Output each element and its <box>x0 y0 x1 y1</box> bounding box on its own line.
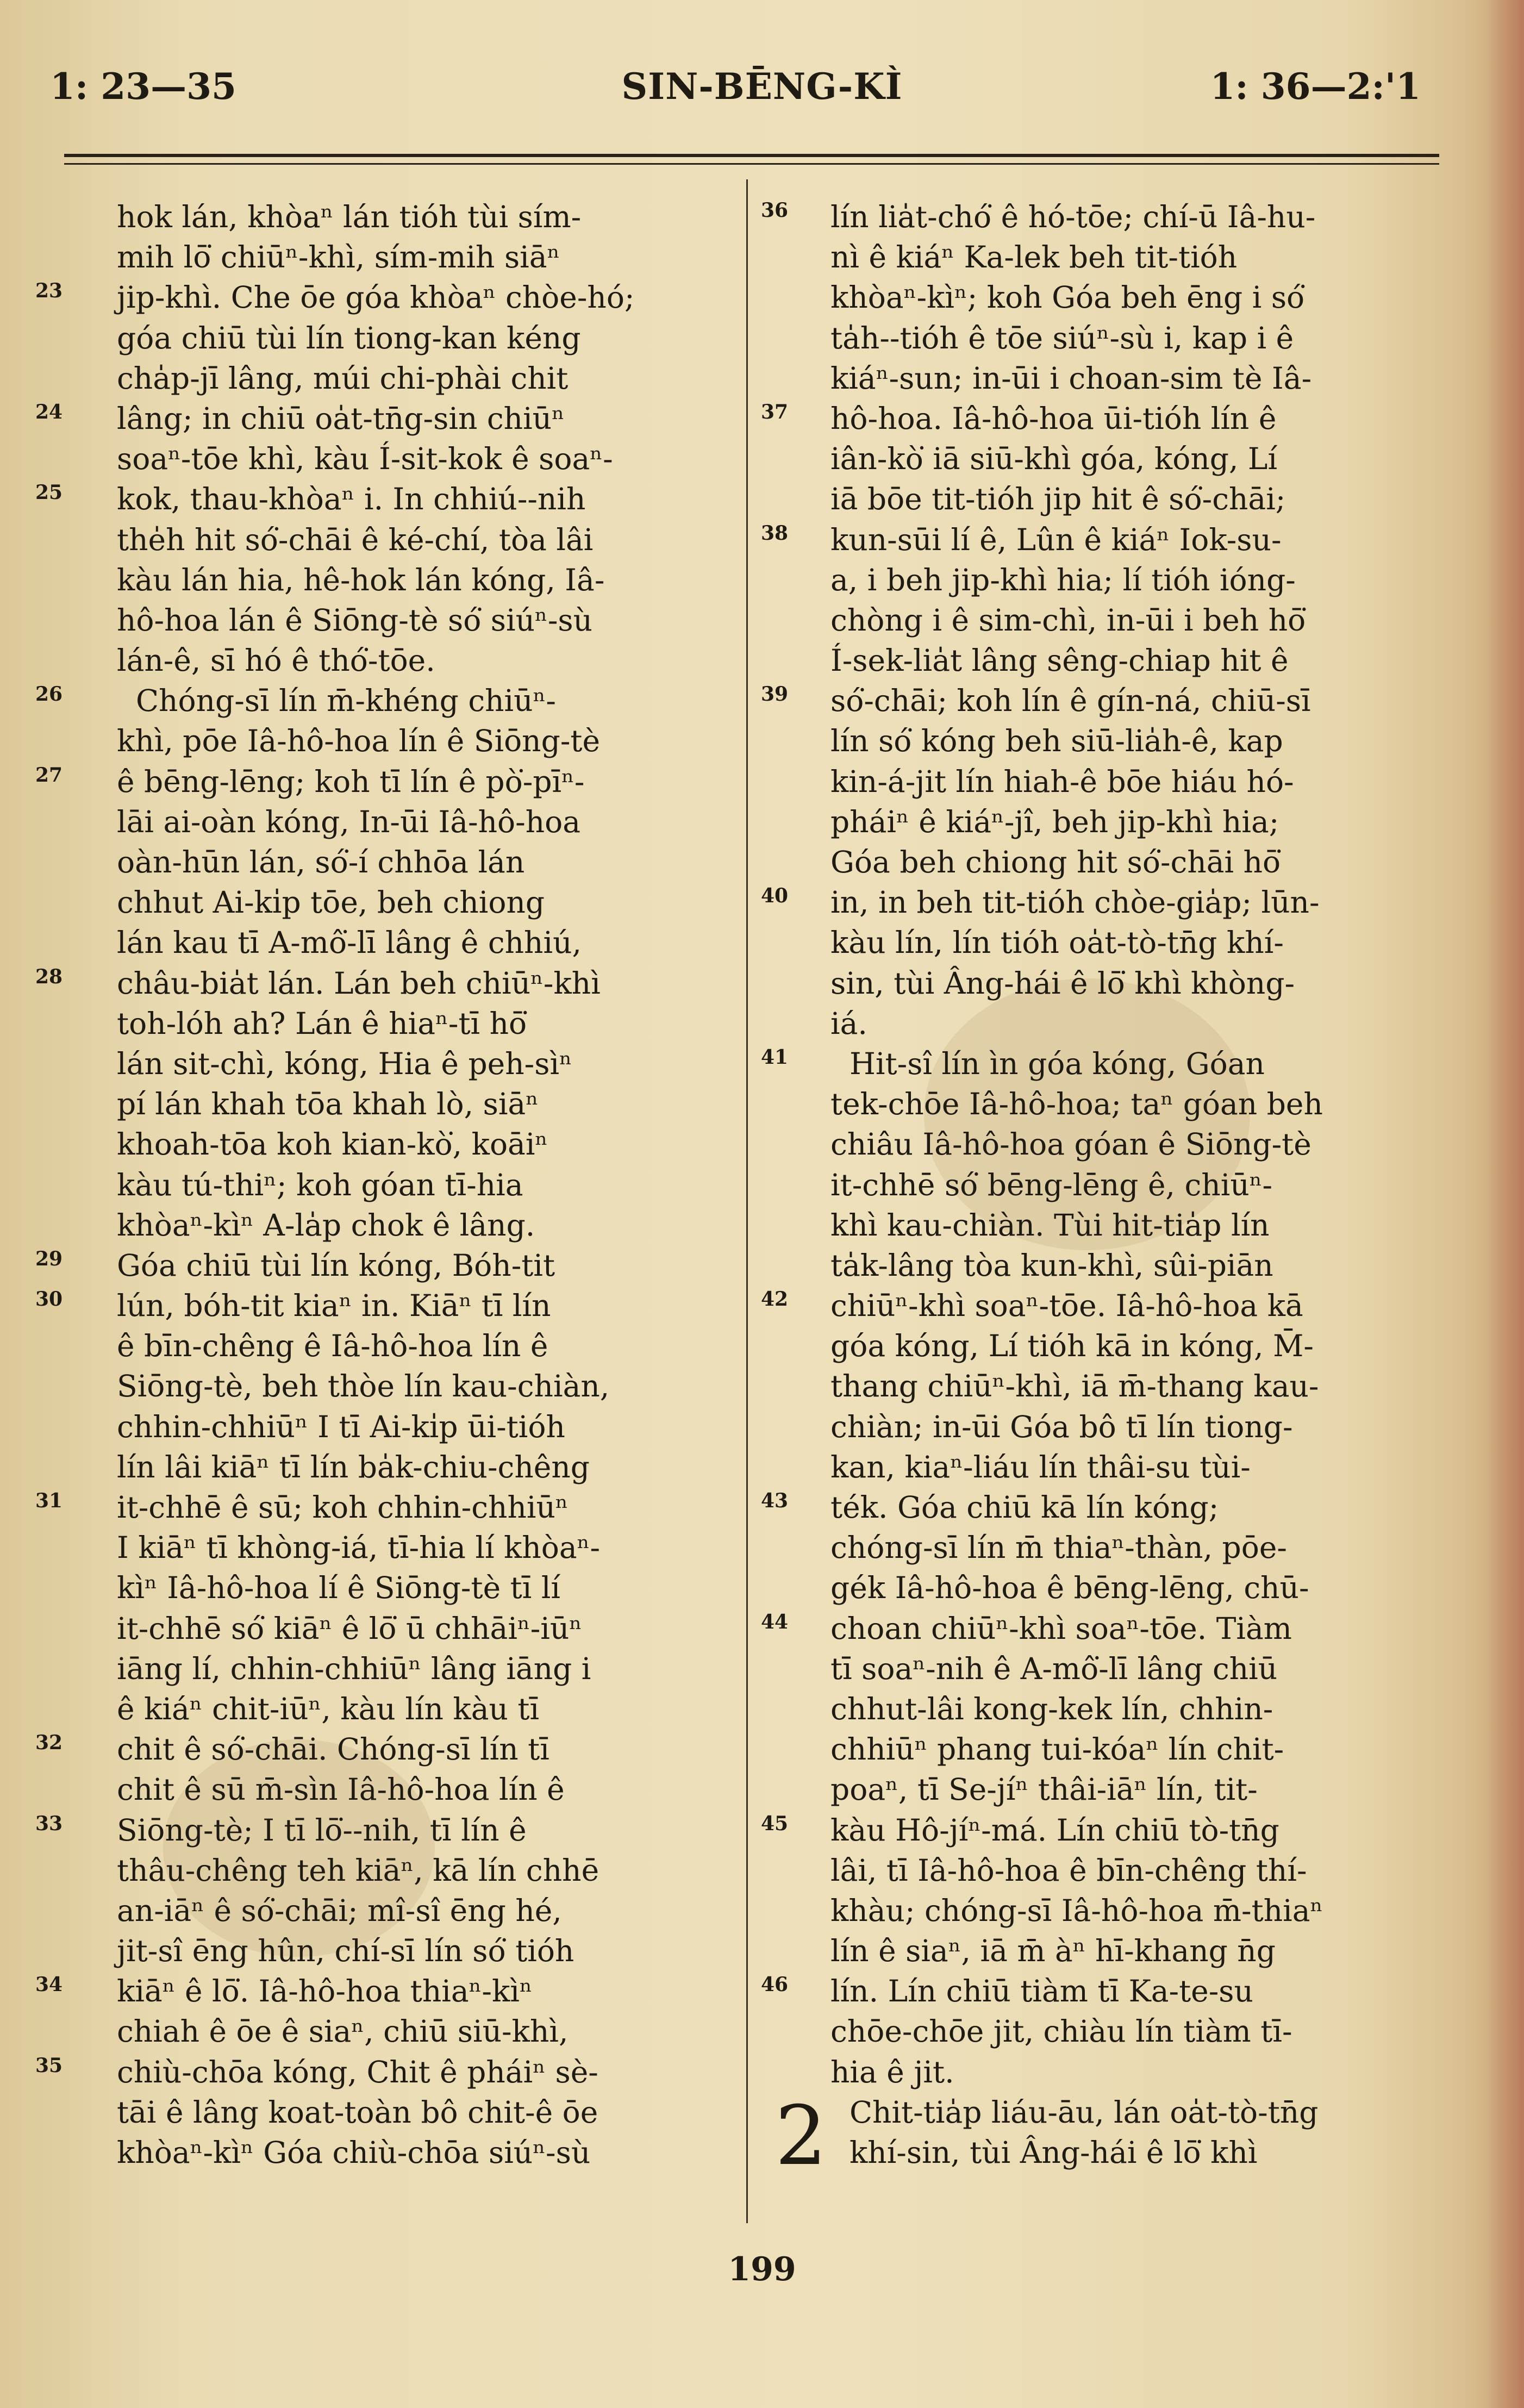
line-text: kiáⁿ-sun; in-ūi i choan-sim tè Iâ- <box>830 360 1312 396</box>
page-edge-shadow <box>1486 0 1524 2408</box>
line-text: kiāⁿ ê lō͘. Iâ-hô-hoa thiaⁿ-kìⁿ <box>117 1974 533 2009</box>
text-line <box>35 963 758 1003</box>
text-line <box>830 560 1472 600</box>
verse-number: 24 <box>35 400 63 423</box>
line-text: lín ê siaⁿ, iā m̄ àⁿ hī-khang n̄g <box>830 1933 1276 1969</box>
line-text: khoah-tōa koh kian-kò͘, koāiⁿ <box>117 1127 548 1162</box>
text-line <box>117 1124 758 1164</box>
line-text: Siōng-tè; I tī lō͘--nih, tī lín ê <box>117 1812 527 1848</box>
text-line <box>117 922 758 963</box>
text-line <box>117 802 758 842</box>
line-text: poaⁿ, tī Se-jíⁿ thâi-iāⁿ lín, tit- <box>830 1772 1258 1807</box>
verse-number: 31 <box>35 1489 63 1512</box>
line-text: it-chhē ê sū; koh chhin-chhiūⁿ <box>117 1490 569 1525</box>
line-text: it-chhē só͘ kiāⁿ ê lō͘ ū chhāiⁿ-iūⁿ <box>117 1611 583 1646</box>
line-text: góa chiū tùi lín tiong-kan kéng <box>117 320 581 355</box>
line-text: chiūⁿ-khì soaⁿ-tōe. Iâ-hô-hoa kā <box>830 1288 1303 1324</box>
text-line <box>117 1003 758 1044</box>
line-text: khòaⁿ-kìⁿ Góa chiù-chōa siúⁿ-sù <box>117 2135 591 2170</box>
text-line <box>35 681 758 721</box>
line-text: cha̍p-jī lâng, múi chi-phài chit <box>117 360 569 396</box>
line-text: chhut-lâi kong-kek lín, chhin- <box>830 1691 1273 1726</box>
text-line <box>35 479 758 519</box>
line-text: I kiāⁿ tī khòng-iá, tī-hia lí khòaⁿ- <box>117 1530 601 1565</box>
line-text: chit ê sū m̄-sìn Iâ-hô-hoa lín ê <box>117 1772 565 1807</box>
verse-number: 41 <box>761 1045 789 1069</box>
line-text: ê bīn-chêng ê Iâ-hô-hoa lín ê <box>117 1328 548 1364</box>
text-line <box>830 237 1472 277</box>
text-line <box>117 1649 758 1689</box>
text-line <box>830 1366 1472 1406</box>
line-text: Siōng-tè, beh thòe lín kau-chiàn, <box>117 1369 610 1404</box>
line-text: kok, thau-khòaⁿ i. In chhiú--nih <box>117 482 586 517</box>
line-text: Góa chiū tùi lín kóng, Bóh-tit <box>117 1247 555 1283</box>
text-line <box>830 1003 1472 1044</box>
line-text: khàu; chóng-sī Iâ-hô-hoa m̄-thiaⁿ <box>830 1893 1323 1928</box>
verse-number: 43 <box>761 1489 789 1512</box>
line-text: lán-ê, sī hó ê thó͘-tōe. <box>117 643 435 678</box>
line-text: choan chiūⁿ-khì soaⁿ-tōe. Tiàm <box>830 1611 1292 1646</box>
text-line <box>830 1527 1472 1568</box>
text-line <box>830 963 1472 1003</box>
text-line <box>830 2011 1472 2051</box>
text-line <box>761 398 1472 439</box>
text-line <box>830 1769 1472 1810</box>
verse-number: 37 <box>761 400 789 423</box>
line-text: lín. Lín chiū tiàm tī Ka-te-su <box>830 1974 1253 2009</box>
left-text-column <box>35 197 758 2173</box>
page-number: 199 <box>728 2250 796 2288</box>
line-text: khòaⁿ-kìⁿ A-la̍p chok ê lâng. <box>117 1207 535 1243</box>
line-text: kàu Hô-jíⁿ-má. Lín chiū tò-tn̄g <box>830 1812 1279 1848</box>
text-line <box>117 1165 758 1205</box>
line-text: chhin-chhiūⁿ I tī Ai-ki̍p ūi-tióh <box>117 1409 565 1444</box>
text-line <box>117 2011 758 2051</box>
line-text: kàu lán hia, hê-hok lán kóng, Iâ- <box>117 562 605 597</box>
line-text: Chit-tia̍p liáu-āu, lán oa̍t-tò-tn̄g <box>830 2094 1319 2130</box>
text-line <box>830 762 1472 802</box>
text-line <box>117 882 758 922</box>
line-text: lâi, tī Iâ-hô-hoa ê bīn-chêng thí- <box>830 1852 1307 1888</box>
text-line <box>35 1487 758 1527</box>
text-line <box>830 1568 1472 1608</box>
line-text: hô-hoa lán ê Siōng-tè só͘ siúⁿ-sù <box>117 602 593 638</box>
text-line <box>761 1608 1472 1649</box>
line-text: iá. <box>830 1006 867 1041</box>
text-line <box>35 1971 758 2011</box>
line-text: hia ê jit. <box>830 2054 954 2089</box>
line-text: the̍h hit só͘-chāi ê ké-chí, tòa lâi <box>117 522 594 557</box>
text-line <box>830 1891 1472 1931</box>
text-line <box>117 640 758 681</box>
text-line <box>761 1971 1472 2011</box>
text-line <box>117 1205 758 1245</box>
text-line <box>35 1810 758 1850</box>
verse-number: 25 <box>35 481 63 504</box>
text-line <box>830 1931 1472 1971</box>
header-right-reference: 1: 36—2:'1 <box>1210 65 1421 108</box>
line-text: thâu-chêng teh kiāⁿ, kā lín chhē <box>117 1852 599 1888</box>
line-text: Hit-sî lín ìn góa kóng, Góan <box>830 1046 1265 1081</box>
verse-number: 30 <box>35 1288 63 1311</box>
text-line <box>117 1931 758 1971</box>
text-line <box>830 277 1472 317</box>
text-line <box>35 398 758 439</box>
line-text: an-iāⁿ ê só͘-chāi; mî-sî ēng hé, <box>117 1893 562 1928</box>
text-line <box>830 1205 1472 1245</box>
text-line <box>117 1527 758 1568</box>
verse-number: 29 <box>35 1247 63 1270</box>
line-text: chóng-sī lín m̄ thiaⁿ-thàn, pōe- <box>830 1530 1288 1565</box>
verse-number: 33 <box>35 1812 63 1835</box>
line-text: kàu tú-thiⁿ; koh góan tī-hia <box>117 1167 523 1202</box>
text-line <box>830 358 1472 398</box>
text-line <box>830 1245 1472 1286</box>
text-line <box>35 277 758 317</box>
verse-number: 28 <box>35 965 63 988</box>
text-line <box>117 1608 758 1649</box>
text-line <box>830 2132 1472 2173</box>
text-line <box>830 1165 1472 1205</box>
line-text: lâng; in chiū oa̍t-tn̄g-sin chiūⁿ <box>117 401 565 436</box>
line-text: lín só͘ kóng beh siū-lia̍h-ê, kap <box>830 723 1283 759</box>
line-text: thang chiūⁿ-khì, iā m̄-thang kau- <box>830 1369 1319 1404</box>
text-line <box>117 2132 758 2173</box>
line-text: châu-bia̍t lán. Lán beh chiūⁿ-khì <box>117 965 601 1001</box>
line-text: lín lâi kiāⁿ tī lín ba̍k-chiu-chêng <box>117 1449 590 1484</box>
line-text: khì kau-chiàn. Tùi hit-tia̍p lín <box>830 1207 1270 1243</box>
line-text: kan, kiaⁿ-liáu lín thâi-su tùi- <box>830 1449 1251 1484</box>
header-book-title: SIN-BĒNG-KÌ <box>621 65 903 108</box>
verse-number: 35 <box>35 2054 63 2077</box>
line-text: mih lō͘ chiūⁿ-khì, sím-mih siāⁿ <box>117 240 560 275</box>
line-text: soaⁿ-tōe khì, kàu Í-sit-kok ê soaⁿ- <box>117 441 613 477</box>
line-text: toh-lóh ah? Lán ê hiaⁿ-tī hō͘ <box>117 1006 527 1041</box>
running-header <box>0 54 1524 120</box>
line-text: chiâu Iâ-hô-hoa góan ê Siōng-tè <box>830 1127 1311 1162</box>
line-text: kìⁿ Iâ-hô-hoa lí ê Siōng-tè tī lí <box>117 1570 561 1606</box>
verse-number: 42 <box>761 1288 789 1311</box>
text-line <box>117 439 758 479</box>
line-text: chit ê só͘-chāi. Chóng-sī lín tī <box>117 1732 549 1767</box>
line-text: Chóng-sī lín m̄-khéng chiūⁿ- <box>117 683 556 719</box>
text-line <box>830 640 1472 681</box>
line-text: sin, tùi Âng-hái ê lō͘ khì khòng- <box>830 965 1295 1001</box>
text-line <box>117 520 758 560</box>
line-text: kun-sūi lí ê, Lûn ê kiáⁿ Iok-su- <box>830 522 1282 557</box>
line-text: lán kau tī A-mô͘-lī lâng ê chhiú, <box>117 925 582 960</box>
line-text: iāng lí, chhin-chhiūⁿ lâng iāng i <box>117 1651 591 1686</box>
verse-number: 44 <box>761 1610 789 1633</box>
text-line <box>117 2092 758 2132</box>
line-text: chiah ê ōe ê siaⁿ, chiū siū-khì, <box>117 2014 569 2049</box>
text-line <box>830 2052 1472 2092</box>
line-text: só͘-chāi; koh lín ê gín-ná, chiū-sī <box>830 683 1311 719</box>
line-text: tī soaⁿ-nih ê A-mô͘-lī lâng chiū <box>830 1651 1278 1686</box>
text-line <box>117 1689 758 1729</box>
column-divider <box>746 179 748 2223</box>
line-text: chiù-chōa kóng, Chit ê pháiⁿ sè- <box>117 2054 598 2089</box>
verse-number: 40 <box>761 884 789 908</box>
text-line <box>117 1044 758 1084</box>
text-line <box>117 1850 758 1891</box>
line-text: ê kiáⁿ chit-iūⁿ, kàu lín kàu tī <box>117 1691 540 1726</box>
verse-number: 27 <box>35 763 63 787</box>
verse-number: 36 <box>761 199 789 222</box>
header-left-reference: 1: 23—35 <box>50 65 236 108</box>
text-line <box>761 1810 1472 1850</box>
line-text: lún, bóh-tit kiaⁿ in. Kiāⁿ tī lín <box>117 1288 551 1324</box>
right-text-column <box>761 197 1472 2184</box>
text-line <box>830 1407 1472 1447</box>
text-line <box>830 721 1472 761</box>
text-line <box>117 1447 758 1487</box>
text-line <box>761 1286 1472 1326</box>
verse-number: 38 <box>761 521 789 545</box>
text-line <box>761 197 1472 237</box>
verse-number: 32 <box>35 1731 63 1755</box>
line-text: tek-chōe Iâ-hô-hoa; taⁿ góan beh <box>830 1087 1323 1122</box>
line-text: in, in beh tit-tióh chòe-gia̍p; lūn- <box>830 885 1320 920</box>
text-line <box>761 520 1472 560</box>
text-line <box>830 479 1472 519</box>
line-text: a, i beh jip-khì hia; lí tióh ióng- <box>830 562 1296 597</box>
line-text: Góa beh chiong hit só͘-chāi hō͘ <box>830 845 1281 879</box>
chapter-number: 2 <box>775 2088 827 2184</box>
text-line <box>830 318 1472 358</box>
text-line <box>117 560 758 600</box>
text-line <box>830 1084 1472 1124</box>
line-text: tāi ê lâng koat-toàn bô chit-ê ōe <box>117 2094 598 2130</box>
verse-number: 45 <box>761 1812 789 1835</box>
text-line <box>117 1769 758 1810</box>
text-line <box>761 681 1472 721</box>
text-line <box>117 842 758 882</box>
line-text: nì ê kiáⁿ Ka-lek beh tit-tióh <box>830 240 1238 275</box>
text-line <box>761 1044 1472 1084</box>
text-line <box>830 1447 1472 1487</box>
line-text: gék Iâ-hô-hoa ê bēng-lēng, chū- <box>830 1570 1309 1606</box>
verse-number: 23 <box>35 279 63 303</box>
line-text: lín lia̍t-chó͘ ê hó-tōe; chí-ū Iâ-hu- <box>830 199 1316 234</box>
text-line <box>35 762 758 802</box>
line-text: hok lán, khòaⁿ lán tióh tùi sím- <box>117 199 582 234</box>
line-text: pháiⁿ ê kiáⁿ-jî, beh jip-khì hia; <box>830 804 1279 839</box>
line-text: iân-kò͘ iā siū-khì góa, kóng, Lí <box>830 441 1278 477</box>
text-line <box>830 922 1472 963</box>
line-text: kin-á-jit lín hiah-ê bōe hiáu hó- <box>830 764 1294 799</box>
text-line <box>830 1729 1472 1769</box>
text-line <box>761 1487 1472 1527</box>
text-line <box>830 842 1472 882</box>
text-line <box>830 1689 1472 1729</box>
text-line <box>117 1407 758 1447</box>
text-line <box>117 600 758 640</box>
line-text: chhut Ai-ki̍p tōe, beh chiong <box>117 885 545 920</box>
text-line <box>830 802 1472 842</box>
line-text: Í-sek-lia̍t lâng sêng-chiap hit ê <box>830 643 1289 678</box>
text-line <box>761 882 1472 922</box>
line-text: it-chhē só͘ bēng-lēng ê, chiūⁿ- <box>830 1167 1273 1202</box>
line-text: chòng i ê sim-chì, in-ūi i beh hō͘ <box>830 602 1306 638</box>
verse-number: 34 <box>35 1973 63 1997</box>
line-text: kàu lín, lín tióh oa̍t-tò-tn̄g khí- <box>830 925 1284 960</box>
line-text: khòaⁿ-kìⁿ; koh Góa beh ēng i só͘ <box>830 280 1305 315</box>
line-text: pí lán khah tōa khah lò, siāⁿ <box>117 1087 539 1122</box>
text-line <box>35 2052 758 2092</box>
line-text: hô-hoa. Iâ-hô-hoa ūi-tióh lín ê <box>830 401 1277 436</box>
text-line <box>117 1326 758 1366</box>
text-line <box>35 1729 758 1769</box>
line-text: chiàn; in-ūi Góa bô tī lín tiong- <box>830 1409 1293 1444</box>
text-line <box>830 1326 1472 1366</box>
line-text: lán sit-chì, kóng, Hia ê peh-sìⁿ <box>117 1046 572 1081</box>
text-line <box>830 1850 1472 1891</box>
text-line <box>117 358 758 398</box>
line-text: ta̍h--tióh ê tōe siúⁿ-sù i, kap i ê <box>830 320 1294 355</box>
text-line <box>117 1084 758 1124</box>
text-line <box>117 1366 758 1406</box>
text-line <box>117 1568 758 1608</box>
line-text: chhiūⁿ phang tui-kóaⁿ lín chit- <box>830 1732 1284 1767</box>
text-line <box>117 1891 758 1931</box>
text-line <box>35 1245 758 1286</box>
text-line <box>830 439 1472 479</box>
text-line <box>830 600 1472 640</box>
line-text: lāi ai-oàn kóng, In-ūi Iâ-hô-hoa <box>117 804 581 839</box>
text-line <box>35 1286 758 1326</box>
verse-number: 26 <box>35 683 63 706</box>
line-text: khì, pōe Iâ-hô-hoa lín ê Siōng-tè <box>117 723 601 759</box>
line-text: iā bōe tit-tióh jip hit ê só͘-chāi; <box>830 482 1286 517</box>
text-line <box>830 1649 1472 1689</box>
text-line <box>117 721 758 761</box>
line-text: góa kóng, Lí tióh kā in kóng, M̄- <box>830 1328 1314 1364</box>
line-text: ê bēng-lēng; koh tī lín ê pò͘-pīⁿ- <box>117 764 585 799</box>
verse-number: 46 <box>761 1973 789 1997</box>
line-text: jit-sî ēng hûn, chí-sī lín só͘ tióh <box>117 1933 574 1969</box>
line-text: ta̍k-lâng tòa kun-khì, sûi-piān <box>830 1247 1273 1283</box>
verse-number: 39 <box>761 683 789 706</box>
line-text: oàn-hūn lán, só͘-í chhōa lán <box>117 845 525 879</box>
header-rule-thick <box>64 154 1439 157</box>
header-rule-thin <box>64 163 1439 165</box>
text-line <box>117 197 758 237</box>
line-text: jip-khì. Che ōe góa khòaⁿ chòe-hó; <box>117 280 635 315</box>
line-text: chōe-chōe jit, chiàu lín tiàm tī- <box>830 2014 1292 2049</box>
line-text: ték. Góa chiū kā lín kóng; <box>830 1490 1219 1525</box>
text-line <box>830 1124 1472 1164</box>
text-line <box>117 237 758 277</box>
text-line <box>117 318 758 358</box>
line-text: khí-sin, tùi Âng-hái ê lō͘ khì <box>830 2135 1258 2170</box>
